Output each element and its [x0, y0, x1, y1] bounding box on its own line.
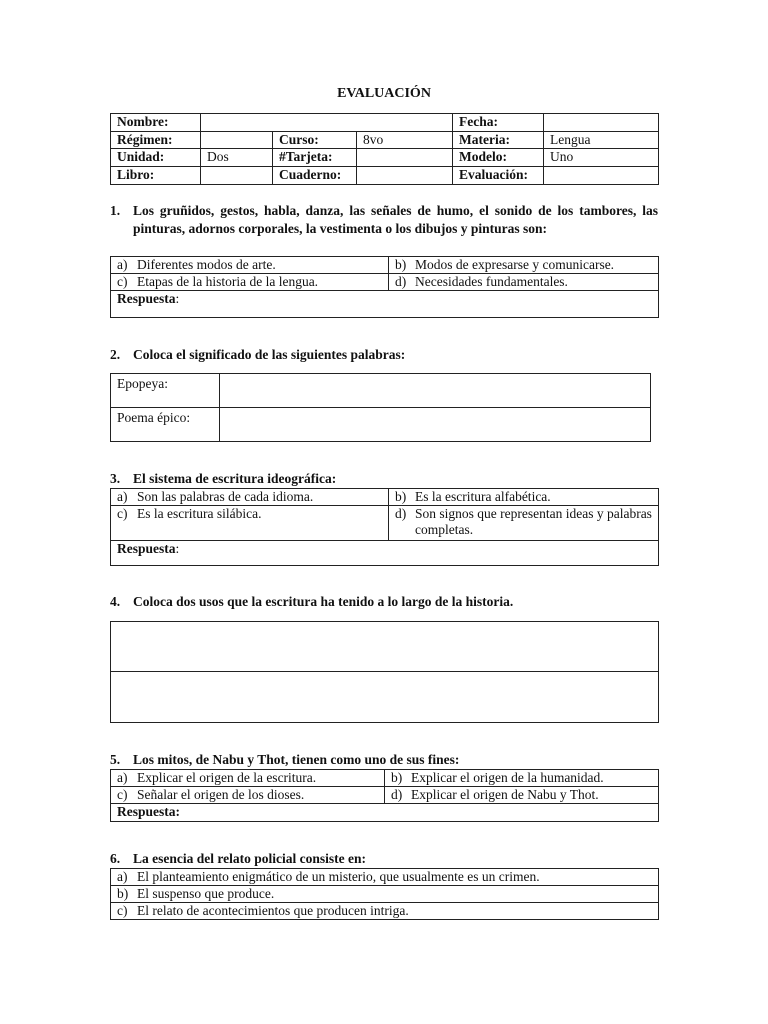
option-b[interactable]: b) Explicar el origen de la humanidad. — [385, 770, 659, 787]
question-number: 4. — [110, 594, 121, 609]
question-text: Coloca el significado de las siguientes palabras: — [133, 347, 406, 362]
question-6 — [110, 850, 658, 868]
question-number: 1. — [110, 203, 121, 218]
option-b[interactable]: b) Modos de expresarse y comunicarse. — [389, 257, 659, 274]
curso-value: 8vo — [357, 132, 453, 149]
option-a[interactable]: a) Diferentes modos de arte. — [111, 257, 389, 274]
word-poema-epico: Poema épico: — [111, 408, 220, 442]
question-3 — [110, 470, 658, 488]
question-number: 3. — [110, 471, 121, 486]
q3-options — [110, 488, 659, 566]
q2-table — [110, 373, 651, 442]
answer-field[interactable]: Respuesta: — [111, 804, 659, 822]
answer-label: Respuesta — [117, 291, 176, 306]
libro-field[interactable] — [201, 167, 273, 185]
label-modelo: Modelo: — [453, 149, 544, 167]
poema-epico-field[interactable] — [220, 408, 651, 442]
label-fecha: Fecha: — [453, 114, 544, 132]
q5-options — [110, 769, 659, 822]
question-number: 5. — [110, 752, 121, 767]
answer-label: Respuesta — [117, 541, 176, 556]
option-a[interactable]: a) Son las palabras de cada idioma. — [111, 489, 389, 506]
option-d[interactable]: d) Explicar el origen de Nabu y Thot. — [385, 787, 659, 804]
use-field-2[interactable] — [111, 672, 659, 723]
regimen-field[interactable] — [201, 132, 273, 149]
option-a[interactable]: a) Explicar el origen de la escritura. — [111, 770, 385, 787]
epopeya-field[interactable] — [220, 374, 651, 408]
word-epopeya: Epopeya: — [111, 374, 220, 408]
option-b[interactable]: b) Es la escritura alfabética. — [389, 489, 659, 506]
label-unidad: Unidad: — [111, 149, 201, 167]
label-curso: Curso: — [273, 132, 357, 149]
modelo-value: Uno — [544, 149, 659, 167]
option-b[interactable]: b) El suspenso que produce. — [111, 886, 659, 903]
label-materia: Materia: — [453, 132, 544, 149]
option-c[interactable]: c) Es la escritura silábica. — [111, 506, 389, 541]
cuaderno-field[interactable] — [357, 167, 453, 185]
q4-table — [110, 621, 659, 723]
label-tarjeta: #Tarjeta: — [273, 149, 357, 167]
option-c[interactable]: c) Etapas de la historia de la lengua. — [111, 274, 389, 291]
nombre-field[interactable] — [201, 114, 453, 132]
question-text: La esencia del relato policial consiste en: — [133, 851, 366, 866]
question-text: Los gruñidos, gestos, habla, danza, las señales de humo, el sonido de los tambores, las pinturas, adornos corporales, la vestimenta o los dibujos y pinturas son: — [133, 203, 658, 236]
evaluacion-field[interactable] — [544, 167, 659, 185]
option-d[interactable]: d) Necesidades fundamentales. — [389, 274, 659, 291]
label-regimen: Régimen: — [111, 132, 201, 149]
q6-options — [110, 868, 659, 920]
option-d[interactable]: d) Son signos que representan ideas y palabras completas. — [389, 506, 659, 541]
header-table — [110, 113, 659, 185]
tarjeta-field[interactable] — [357, 149, 453, 167]
question-2 — [110, 346, 658, 364]
question-text: Coloca dos usos que la escritura ha tenido a lo largo de la historia. — [133, 594, 514, 609]
option-c[interactable]: c) Señalar el origen de los dioses. — [111, 787, 385, 804]
label-evaluacion: Evaluación: — [453, 167, 544, 185]
option-a[interactable]: a) El planteamiento enigmático de un misterio, que usualmente es un crimen. — [111, 869, 659, 886]
unidad-value: Dos — [201, 149, 273, 167]
answer-field[interactable]: Respuesta: — [111, 291, 659, 318]
question-5 — [110, 751, 658, 769]
question-number: 6. — [110, 851, 121, 866]
question-number: 2. — [110, 347, 121, 362]
q1-options — [110, 256, 659, 318]
materia-value: Lengua — [544, 132, 659, 149]
page-title: EVALUACIÓN — [337, 86, 431, 101]
use-field-1[interactable] — [111, 622, 659, 672]
fecha-field[interactable] — [544, 114, 659, 132]
question-text: El sistema de escritura ideográfica: — [133, 471, 337, 486]
label-libro: Libro: — [111, 167, 201, 185]
question-1 — [110, 202, 658, 238]
option-c[interactable]: c) El relato de acontecimientos que producen intriga. — [111, 903, 659, 920]
label-cuaderno: Cuaderno: — [273, 167, 357, 185]
question-4 — [110, 593, 658, 611]
question-text: Los mitos, de Nabu y Thot, tienen como uno de sus fines: — [133, 752, 460, 767]
answer-field[interactable]: Respuesta: — [111, 541, 659, 566]
label-nombre: Nombre: — [111, 114, 201, 132]
